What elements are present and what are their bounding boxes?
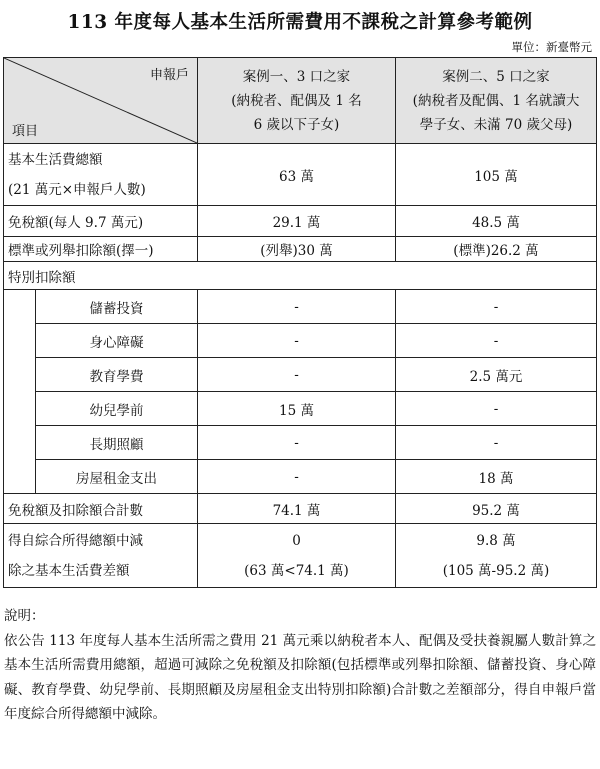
special-deduction-label: 特別扣除額 [4,262,597,290]
row-basic-total [4,144,597,206]
exemption-case1: 29.1 萬 [198,206,396,237]
exemption-label: 免稅額(每人 9.7 萬元) [4,206,198,237]
row-exemption [4,206,597,237]
case1-desc-line2: 6 歲以下子女) [253,116,340,133]
exemption-case2: 48.5 萬 [396,206,597,237]
row-special-item [4,392,597,426]
header-household-label: 申報戶 [149,68,189,83]
total-case1: 74.1 萬 [198,494,396,524]
row-deduction [4,237,597,262]
total-case2: 95.2 萬 [396,494,597,524]
special-indent-cell [4,290,36,494]
special-item-label: 教育學費 [36,358,198,392]
row-special-heading [4,262,597,290]
notes-body: 依公告 113 年度每人基本生活所需之費用 21 萬元乘以納稅者本人、配偶及受扶養親屬人數計算之基本生活所需費用總額，超過可減除之免稅額及扣除額(包括標準或列舉扣除額、儲蓄投資、身心障礙、教育學費、幼兒學前、長期照顧及房屋租金支出特別扣除額)合計數之差額部分，得自申報戶當年度綜合所得總額中減除。 [4,632,596,722]
notes-section [4,604,596,727]
calculation-table [3,57,597,588]
difference-case2-calc: (105 萬-95.2 萬) [442,562,550,579]
diagonal-header-cell [4,58,198,144]
row-special-item [4,290,597,324]
notes-heading: 說明： [4,608,45,624]
document-title: 113 年度每人基本生活所需費用不課稅之計算參考範例 [67,12,533,33]
row-total [4,494,597,524]
special-item-case2: - [396,392,597,426]
total-label: 免稅額及扣除額合計數 [4,494,198,524]
deduction-case2: (標準)26.2 萬 [396,237,597,262]
special-item-label: 儲蓄投資 [36,290,198,324]
row-special-item [4,324,597,358]
special-item-case1: 15 萬 [198,392,396,426]
deduction-case1: (列舉)30 萬 [198,237,396,262]
basic-total-case1: 63 萬 [198,144,396,206]
row-difference [4,524,597,588]
special-item-case2: 18 萬 [396,460,597,494]
difference-label [4,524,198,588]
difference-label-line1: 得自綜合所得總額中減 [8,532,143,549]
special-item-case1: - [198,426,396,460]
difference-case2-value: 9.8 萬 [476,532,516,549]
basic-total-case2: 105 萬 [396,144,597,206]
special-item-case1: - [198,290,396,324]
special-item-label: 房屋租金支出 [36,460,198,494]
special-item-case2: - [396,290,597,324]
case1-title: 案例一、3 口之家 [242,68,351,85]
special-item-case1: - [198,358,396,392]
case2-desc-line2: 學子女、未滿 70 歲父母) [419,116,573,133]
basic-total-label-line1: 基本生活費總額 [8,151,103,168]
special-item-label: 長期照顧 [36,426,198,460]
currency-unit: 單位：新臺幣元 [511,40,592,54]
case1-desc-line1: (納稅者、配偶及 1 名 [231,92,362,109]
case1-header [198,58,396,144]
case2-header [396,58,597,144]
special-item-label: 幼兒學前 [36,392,198,426]
difference-case1-calc: (63 萬<74.1 萬) [244,562,349,579]
difference-case1-value: 0 [292,532,301,549]
header-item-label: 項目 [12,124,39,139]
table-header-row [4,58,597,144]
case2-title: 案例二、5 口之家 [442,68,550,85]
special-item-case2: - [396,426,597,460]
row-special-item [4,426,597,460]
special-item-label: 身心障礙 [36,324,198,358]
basic-total-label-line2: (21 萬元×申報戶人數) [8,181,146,198]
special-item-case2: 2.5 萬元 [396,358,597,392]
special-item-case2: - [396,324,597,358]
row-special-item [4,460,597,494]
row-special-item [4,358,597,392]
special-item-case1: - [198,324,396,358]
case2-desc-line1: (納稅者及配偶、1 名就讀大 [412,92,580,109]
difference-label-line2: 除之基本生活費差額 [8,562,130,579]
deduction-label: 標準或列舉扣除額(擇一) [4,237,198,262]
special-item-case1: - [198,460,396,494]
difference-case1 [198,524,396,588]
difference-case2 [396,524,597,588]
basic-total-label [4,144,198,206]
